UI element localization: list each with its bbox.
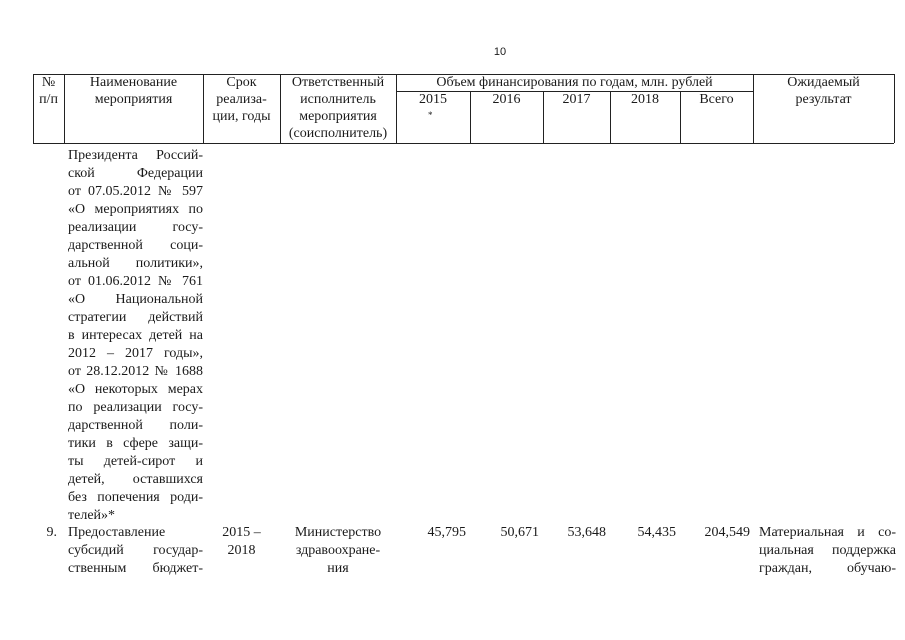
header-bottom-line <box>33 143 894 144</box>
header-text: № <box>41 75 56 90</box>
header-text: Ответственный <box>291 75 385 90</box>
text-line: от 07.05.2012 № 597 <box>68 184 203 199</box>
text-line: альной политики», <box>68 256 203 271</box>
header-year-2016: 2016 <box>492 92 521 107</box>
text-line: ния <box>327 561 349 576</box>
header-col-name <box>64 74 203 108</box>
text-line: ты детей-сирот и <box>68 454 203 469</box>
header-text: мероприятия <box>94 92 173 107</box>
header-year-2018: 2018 <box>631 92 659 107</box>
text-line: реализации госу- <box>68 220 203 235</box>
text-line: субсидий государ- <box>68 543 203 558</box>
header-text: Ожидаемый <box>787 75 860 90</box>
text-line: ской Федерации <box>68 166 203 181</box>
row9-value-2017: 53,648 <box>567 525 606 540</box>
row9-number: 9. <box>46 525 57 540</box>
text-line: Материальная и со- <box>759 525 896 540</box>
text-line: 2015 – <box>222 525 261 540</box>
text-line: здравоохране- <box>295 543 381 558</box>
text-line: граждан, обучаю- <box>759 561 896 576</box>
header-col-result <box>753 74 894 108</box>
text-line: телей»* <box>68 508 116 523</box>
header-col-financing-title: Объем финансирования по годам, млн. рублей <box>436 75 713 90</box>
header-col-number <box>33 74 64 108</box>
row9-result <box>759 524 896 578</box>
header-text: реализа- <box>216 92 267 107</box>
row9-name <box>68 524 203 578</box>
header-col-responsible <box>280 74 396 142</box>
header-text: п/п <box>39 92 58 107</box>
text-line: стратегии действий <box>68 310 203 325</box>
page-number: 10 <box>493 46 507 58</box>
text-line: детей, оставшихся <box>68 472 203 487</box>
row9-value-2016: 50,671 <box>500 525 539 540</box>
text-line: Министерство <box>294 525 382 540</box>
text-line: тики в сфере защи- <box>68 436 203 451</box>
header-year-2015: 2015 <box>419 92 447 107</box>
header-text: исполнитель <box>300 92 376 107</box>
continued-name-cell <box>68 147 203 525</box>
row9-responsible <box>280 524 396 578</box>
header-text: мероприятия <box>299 109 377 124</box>
text-line: дарственной соци- <box>68 238 203 253</box>
header-col-term <box>203 74 280 125</box>
text-line: 2012 – 2017 годы», <box>68 346 203 361</box>
header-year-2015-mark: * <box>428 110 433 120</box>
text-line: по реализации госу- <box>68 400 203 415</box>
text-line: дарственной поли- <box>68 418 203 433</box>
header-text: Срок <box>226 75 257 90</box>
text-line: 2018 <box>227 543 256 558</box>
header-total: Всего <box>699 92 734 107</box>
header-year-2017: 2017 <box>562 92 591 107</box>
header-text: ции, годы <box>212 109 271 124</box>
text-line: «О Национальной <box>68 292 203 307</box>
text-line: «О мероприятиях по <box>68 202 203 217</box>
row9-value-2015: 45,795 <box>427 525 466 540</box>
header-text: результат <box>795 92 852 107</box>
text-line: в интересах детей на <box>68 328 203 343</box>
text-line: Президента Россий- <box>68 148 203 163</box>
text-line: «О некоторых мерах <box>68 382 203 397</box>
text-line: циальная поддержка <box>759 543 896 558</box>
text-line: Предоставление <box>68 525 166 540</box>
text-line: от 01.06.2012 № 761 <box>68 274 203 289</box>
row9-total: 204,549 <box>704 525 750 540</box>
text-line: ственным бюджет- <box>68 561 203 576</box>
text-line: без попечения роди- <box>68 490 203 505</box>
header-text: Наименование <box>89 75 178 90</box>
header-vline <box>894 74 895 143</box>
text-line: от 28.12.2012 № 1688 <box>68 364 203 379</box>
row9-value-2018: 54,435 <box>637 525 676 540</box>
header-text: (соисполнитель) <box>288 126 388 141</box>
row9-term <box>203 524 280 560</box>
